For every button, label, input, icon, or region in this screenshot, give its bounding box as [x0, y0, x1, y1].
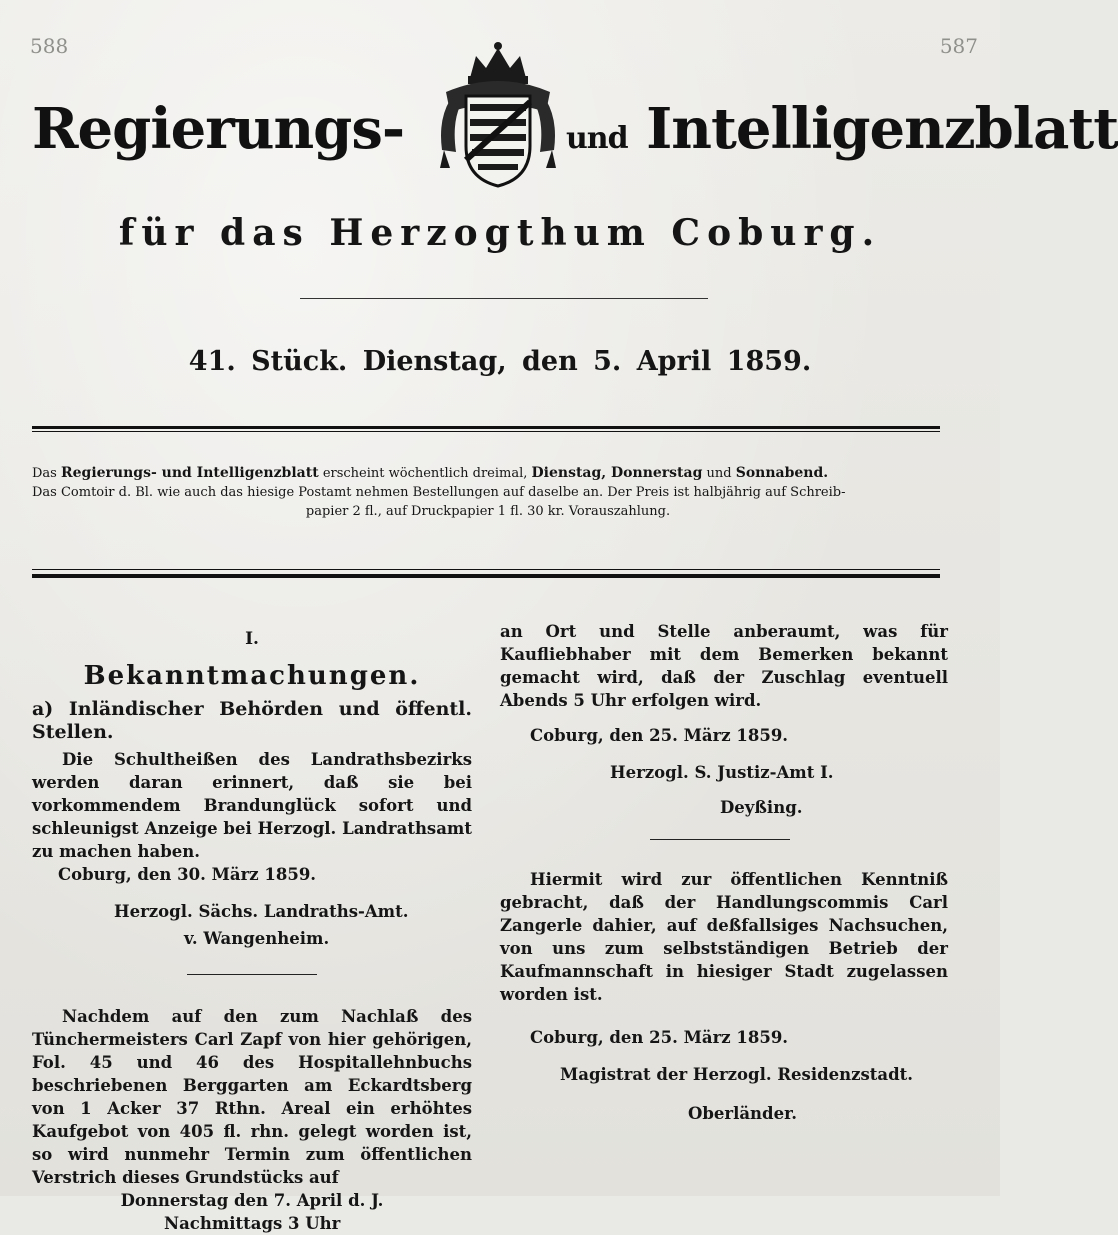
section-title: Bekanntmachungen.: [83, 661, 421, 691]
masthead-subtitle: für das Herzogthum Coburg.: [118, 212, 882, 254]
notice2-date-line2: Nachmittags 3 Uhr: [164, 1214, 341, 1233]
notice1-date: Coburg, den 30. März 1859.: [58, 865, 317, 884]
magistrate-signature: Oberländer.: [688, 1104, 798, 1123]
notice1-office: Herzogl. Sächs. Landraths-Amt.: [114, 902, 409, 921]
notice2-coburg-date: Coburg, den 25. März 1859.: [530, 726, 789, 745]
left-column: [32, 620, 472, 1235]
issue-line: 41. Stück. Dienstag, den 5. April 1859.: [188, 346, 812, 377]
divider-thick: [32, 426, 940, 429]
divider-thin: [300, 298, 708, 299]
notice-separator-right: [650, 839, 790, 840]
masthead-title-part1: Regierungs-: [32, 96, 405, 162]
notice-bold-saturday: Sonnabend.: [735, 465, 829, 481]
notice-separator: [187, 974, 317, 975]
notice3-text: Hiermit wird zur öffentlichen Kenntniß gebracht, daß der Handlungscommis Carl Zangerle dahier, auf deßfallsiges Nachsuchen, von uns zum selbstständigen Betrieb der Kaufmannschaft in hiesiger Stadt zugelassen worden ist.: [500, 870, 948, 1004]
ducal-crest-icon: [428, 40, 568, 190]
section-number: I.: [245, 629, 259, 649]
notice-line-2: Das Comtoir d. Bl. wie auch das hiesige Postamt nehmen Bestellungen auf daselbe an. Der Preis ist halbjährig auf Schreib-: [32, 485, 846, 500]
notice2-date-line1: Donnerstag den 7. April d. J.: [120, 1191, 384, 1210]
continuation-text: an Ort und Stelle anberaumt, was für Kaufliebhaber mit dem Bemerken bekannt gemacht wird, daß der Zuschlag eventuell Abends 5 Uhr erfolgen wird.: [500, 622, 948, 710]
masthead-title-und: und: [566, 121, 628, 156]
notice-line-1: [32, 464, 944, 483]
divider-thick-notice: [32, 574, 940, 578]
masthead: [0, 40, 1118, 254]
notice3-date: Coburg, den 25. März 1859.: [530, 1028, 789, 1047]
divider-thin-lower: [32, 431, 940, 432]
masthead-title-intelligenzblatt: Intelligenzblatt: [646, 96, 1118, 162]
notice-text: erscheint wöchentlich dreimal,: [322, 466, 528, 481]
notice-text: Das: [32, 466, 57, 481]
notice-line-3: papier 2 fl., auf Druckpapier 1 fl. 30 kr. Vorauszahlung.: [305, 504, 671, 519]
masthead-title-part2: [566, 96, 1118, 162]
notice1-text: Die Schultheißen des Landrathsbezirks werden daran erinnert, daß sie bei vorkommendem Brandunglück sofort und schleunigst Anzeige bei Herzogl. Landrathsamt zu machen haben.: [32, 750, 472, 861]
notice-bold-days: Dienstag, Donnerstag: [531, 465, 703, 481]
magistrate-office: Magistrat der Herzogl. Residenzstadt.: [560, 1065, 914, 1084]
notice-text: und: [706, 466, 732, 481]
divider-thin-notice: [32, 569, 940, 570]
subsection-heading: a) Inländischer Behörden und öffentl. Stellen.: [32, 698, 472, 743]
page-number-right: 587: [939, 34, 978, 58]
publication-notice: [32, 464, 944, 521]
justice-signature: Deyßing.: [720, 798, 803, 817]
notice-bold-title: Regierungs- und Intelligenzblatt: [61, 465, 319, 481]
notice2-text: Nachdem auf den zum Nachlaß des Tünchermeisters Carl Zapf von hier gehörigen, Fol. 45 und 46 des Hospitallehnbuchs beschriebenen Berggarten am Eckardtsberg von 1 Acker 37 Rthn. Areal ein erhöhtes Kaufgebot von 405 fl. rhn. gelegt worden ist, so wird nunmehr Termin zum öffentlichen Verstrich dieses Grundstücks auf: [32, 1007, 472, 1187]
page-number-left: 588: [30, 34, 69, 58]
notice1-signature: v. Wangenheim.: [184, 929, 330, 948]
justice-office: Herzogl. S. Justiz-Amt I.: [610, 763, 834, 782]
right-column: [500, 620, 948, 1125]
